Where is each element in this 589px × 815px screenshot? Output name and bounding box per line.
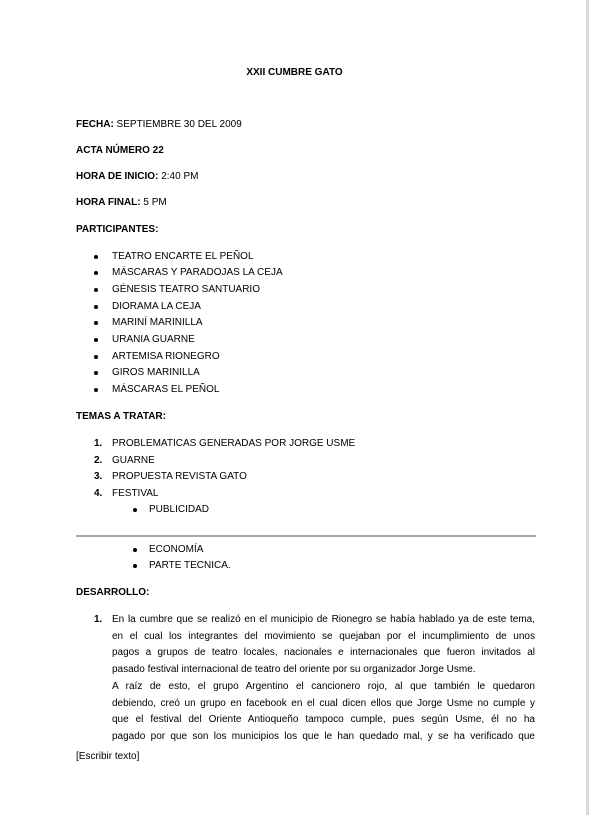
list-item: GIROS MARINILLA bbox=[112, 367, 200, 378]
fecha-line bbox=[76, 119, 242, 130]
paragraph-line: en el cual los integrantes del movimiento se quejaban por el incumplimiento de unos bbox=[112, 630, 535, 642]
list-number: 2. bbox=[94, 455, 103, 466]
footer-placeholder[interactable]: [Escribir texto] bbox=[76, 751, 140, 762]
desarrollo-paragraph bbox=[112, 612, 535, 746]
fecha-value: SEPTIEMBRE 30 DEL 2009 bbox=[113, 119, 242, 130]
bullet-icon bbox=[94, 255, 98, 259]
bullet-icon bbox=[94, 355, 98, 359]
list-item: GÉNESIS TEATRO SANTUARIO bbox=[112, 284, 260, 295]
participantes-heading: PARTICIPANTES: bbox=[76, 224, 159, 235]
sub-list-item: PUBLICIDAD bbox=[149, 504, 210, 515]
hora-final-value: 5 PM bbox=[140, 197, 167, 208]
hora-inicio-line bbox=[76, 171, 198, 182]
sub-list-item: ECONOMÍA bbox=[149, 544, 204, 555]
paragraph-line: pagado por que son los municipios los que le han quedado mal, y se ha verificado que bbox=[112, 730, 535, 742]
bullet-icon bbox=[94, 271, 98, 275]
hora-inicio-label: HORA DE INICIO: bbox=[76, 171, 159, 182]
list-item: GUARNE bbox=[112, 455, 155, 466]
list-item: MARINÍ MARINILLA bbox=[112, 317, 203, 328]
paragraph-line: pasado festival internacional de teatro del oriente por su organizador Jorge Usme. bbox=[112, 664, 476, 676]
bullet-icon bbox=[94, 288, 98, 292]
acta-line bbox=[76, 145, 164, 156]
hora-inicio-value: 2:40 PM bbox=[158, 171, 199, 182]
list-item: ARTEMISA RIONEGRO bbox=[112, 351, 220, 362]
bullet-icon bbox=[133, 508, 137, 512]
list-number: 1. bbox=[94, 438, 103, 449]
list-item: MÁSCARAS EL PEÑOL bbox=[112, 384, 220, 395]
acta-label: ACTA NÚMERO 22 bbox=[76, 145, 164, 156]
bullet-icon bbox=[133, 548, 137, 552]
paragraph-line: debiendo, creó un grupo en facebook en el cual dicen ellos que Jorge Usme no cumple y bbox=[112, 697, 535, 709]
bullet-icon bbox=[94, 388, 98, 392]
list-number: 1. bbox=[94, 614, 103, 625]
bullet-icon bbox=[94, 338, 98, 342]
bullet-icon bbox=[133, 564, 137, 568]
fecha-label: FECHA: bbox=[76, 119, 114, 130]
list-item: URANIA GUARNE bbox=[112, 334, 195, 345]
list-item: TEATRO ENCARTE EL PEÑOL bbox=[112, 251, 254, 262]
list-item: MÁSCARAS Y PARADOJAS LA CEJA bbox=[112, 267, 283, 278]
desarrollo-heading: DESARROLLO: bbox=[76, 587, 150, 598]
list-item: FESTIVAL bbox=[112, 488, 159, 499]
bullet-icon bbox=[94, 371, 98, 375]
paragraph-line: En la cumbre que se realizó en el municipio de Rionegro se había hablado ya de este tema, bbox=[112, 614, 535, 625]
hora-final-line bbox=[76, 197, 167, 208]
bullet-icon bbox=[94, 305, 98, 309]
paragraph-line: que el festival del Oriente Antioqueño tampoco cumple, pues según Usme, él no ha bbox=[112, 714, 535, 726]
bullet-icon bbox=[94, 321, 98, 325]
sub-list-item: PARTE TECNICA. bbox=[149, 560, 231, 571]
list-number: 3. bbox=[94, 471, 103, 482]
paragraph-line: pagos a grupos de teatro locales, nacionales e internacionales que fueron invitados al bbox=[112, 647, 535, 659]
paragraph-line: A raíz de esto, el grupo Argentino el cancionero rojo, al que también le quedaron bbox=[112, 680, 535, 692]
page-break-divider bbox=[76, 535, 536, 537]
list-item: DIORAMA LA CEJA bbox=[112, 301, 201, 312]
list-number: 4. bbox=[94, 488, 103, 499]
document-title: XXII CUMBRE GATO bbox=[246, 67, 343, 78]
temas-heading: TEMAS A TRATAR: bbox=[76, 411, 166, 422]
list-item: PROBLEMATICAS GENERADAS POR JORGE USME bbox=[112, 438, 356, 449]
hora-final-label: HORA FINAL: bbox=[76, 197, 141, 208]
list-item: PROPUESTA REVISTA GATO bbox=[112, 471, 247, 482]
